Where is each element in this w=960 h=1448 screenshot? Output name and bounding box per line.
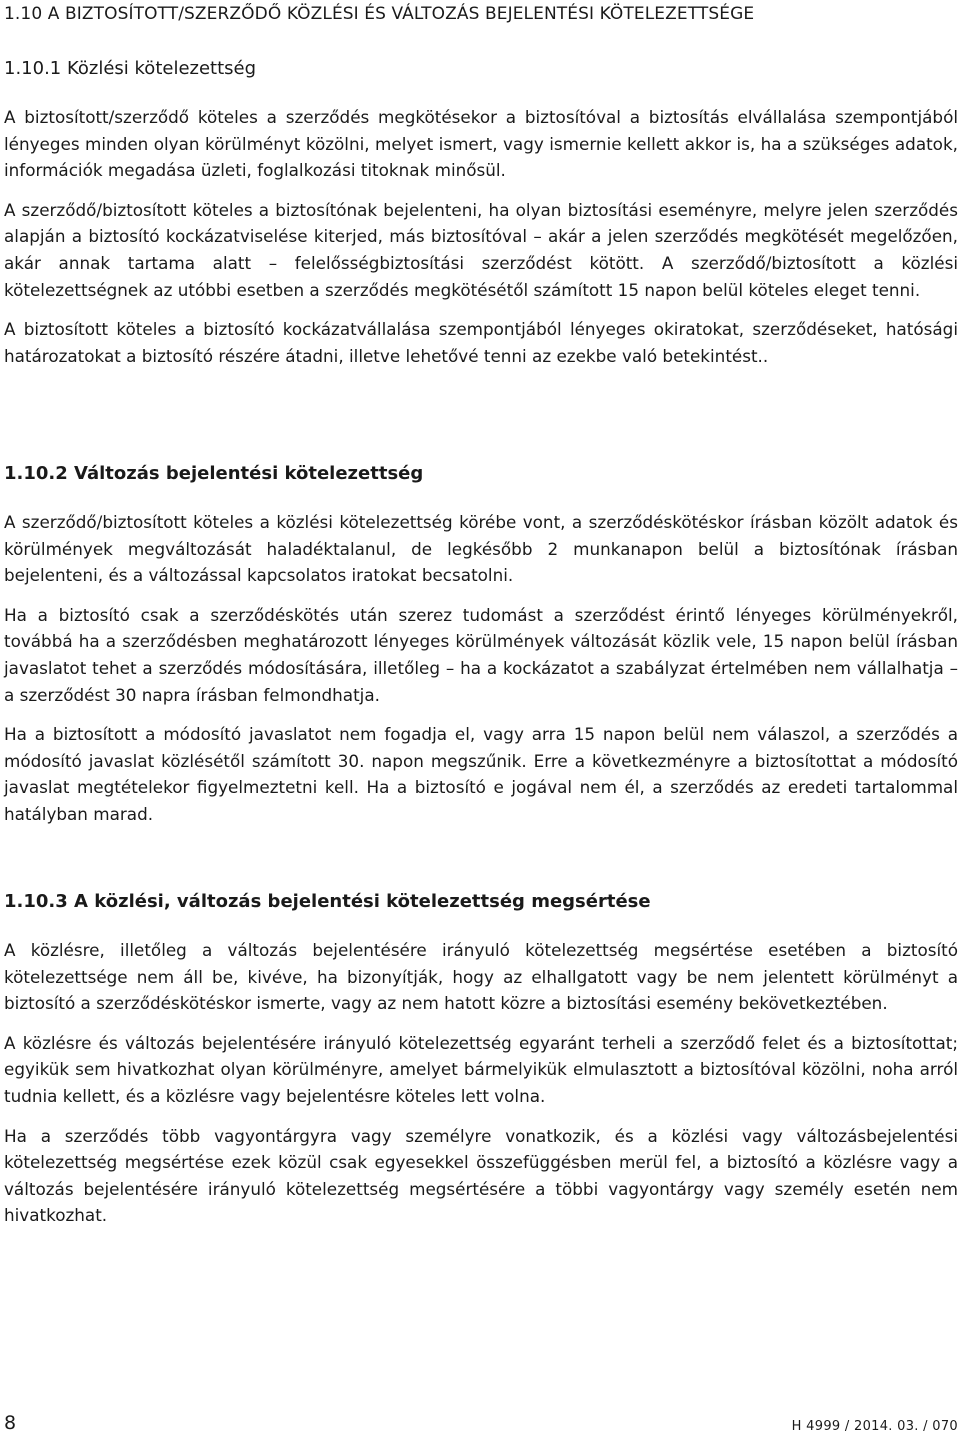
paragraph: A közlésre, illetőleg a változás bejelentésére irányuló kötelezettség megsértése esetében a biztosító kötelezettsége nem áll be, kivéve, ha bizonyítják, hogy az elhallgatott vagy be nem jelentett körülményt a biztosító a szerződéskötéskor ismerte, vagy az nem hatott közre a biztosítási esemény bekövetkeztében. (4, 940, 958, 1014)
paragraph: A szerződő/biztosított köteles a közlési kötelezettség körébe vont, a szerződéskötéskor írásban közölt adatok és körülmények megváltozását haladéktalanul, de legkésőbb 2 munkanapon belül a biztosítónak írásban bejelenteni, és a változással kapcsolatos iratokat becsatolni. (4, 512, 958, 586)
paragraph: Ha a szerződés több vagyontárgyra vagy személyre vonatkozik, és a közlési vagy változásbejelentési kötelezettség megsértése ezek közül csak egyesekkel összefüggésben merül fel, a biztosító a közlésre vagy a változás bejelentésére irányuló kötelezettség megsértésére a többi vagyontárgy vagy személy esetén nem hivatkozhat. (4, 1125, 958, 1226)
section-valtozas-bejelentes (4, 463, 958, 841)
page-footer (4, 1410, 958, 1440)
section-kozlesi-kotelezettseg (4, 58, 958, 382)
paragraph: A biztosított köteles a biztosító kockázatvállalása szempontjából lényeges okiratokat, szerződéseket, hatósági határozatokat a biztosító részére átadni, illetve lehetővé tenni az ezekbe való betekintést.. (4, 319, 958, 366)
page-number: 8 (4, 1412, 17, 1434)
section-title: 1.10.1 Közlési kötelezettség (4, 58, 257, 79)
paragraph: Ha a biztosított a módosító javaslatot nem fogadja el, vagy arra 15 napon belül nem válaszol, a szerződés a módosító javaslat közlésétől számított 30. napon megszűnik. Erre a következményre a biztosítottat a módosító javaslat megtételekor figyelmeztetni kell. Ha a biztosító e jogával nem él, a szerződés az eredeti tartalommal hatályban marad. (4, 724, 958, 824)
section-kotelezettseg-megsertese (4, 891, 958, 1242)
paragraph: A szerződő/biztosított köteles a biztosítónak bejelenteni, ha olyan biztosítási eseményre, melyre jelen szerződés alapján a biztosító kockázatviselése kiterjed, más biztosítóval – akár a jelen szerződés megkötését megelőzően, akár annak tartama alatt – felelősségbiztosítási szerződést kötött. A szerződő/biztosított a közlési kötelezettségnek az utóbbi esetben a szerződés megkötésétől számított 15 napon belül köteles eleget tenni. (4, 199, 958, 300)
section-title: 1.10.3 A közlési, változás bejelentési kötelezettség megsértése (4, 891, 651, 912)
section-title: 1.10.2 Változás bejelentési kötelezettség (4, 463, 424, 484)
document-code: H 4999 / 2014. 03. / 070 (791, 1419, 958, 1434)
paragraph: Ha a biztosító csak a szerződéskötés után szerez tudomást a szerződést érintő lényeges körülményekről, továbbá ha a szerződésben meghatározott lényeges körülmények változását közlik vele, 15 napon belül írásban javaslatot tehet a szerződés módosítására, illetőleg – ha a kockázatot a szabályzat értelmében nem vállalhatja – a szerződést 30 napra írásban felmondhatja. (4, 604, 958, 705)
paragraph: A biztosított/szerződő köteles a szerződés megkötésekor a biztosítóval a biztosítás elvállalása szempontjából lényeges minden olyan körülményt közölni, melyet ismert, vagy ismernie kellett akkor is, ha a szükséges adatok, információk megadása üzleti, foglalkozási titoknak minősül. (4, 107, 958, 181)
paragraph: A közlésre és változás bejelentésére irányuló kötelezettség egyaránt terheli a szerződő felet és a biztosítottat; egyikük sem hivatkozhat olyan körülményre, amelyet bármelyikük elmulasztott a biztosítóval közölni, noha arról tudnia kellett, és a közlésre vagy bejelentésre köteles lett volna. (4, 1032, 958, 1106)
chapter-heading: 1.10 A BIZTOSÍTOTT/SZERZŐDŐ KÖZLÉSI ÉS VÁLTOZÁS BEJELENTÉSI KÖTELEZETTSÉGE (4, 4, 755, 24)
